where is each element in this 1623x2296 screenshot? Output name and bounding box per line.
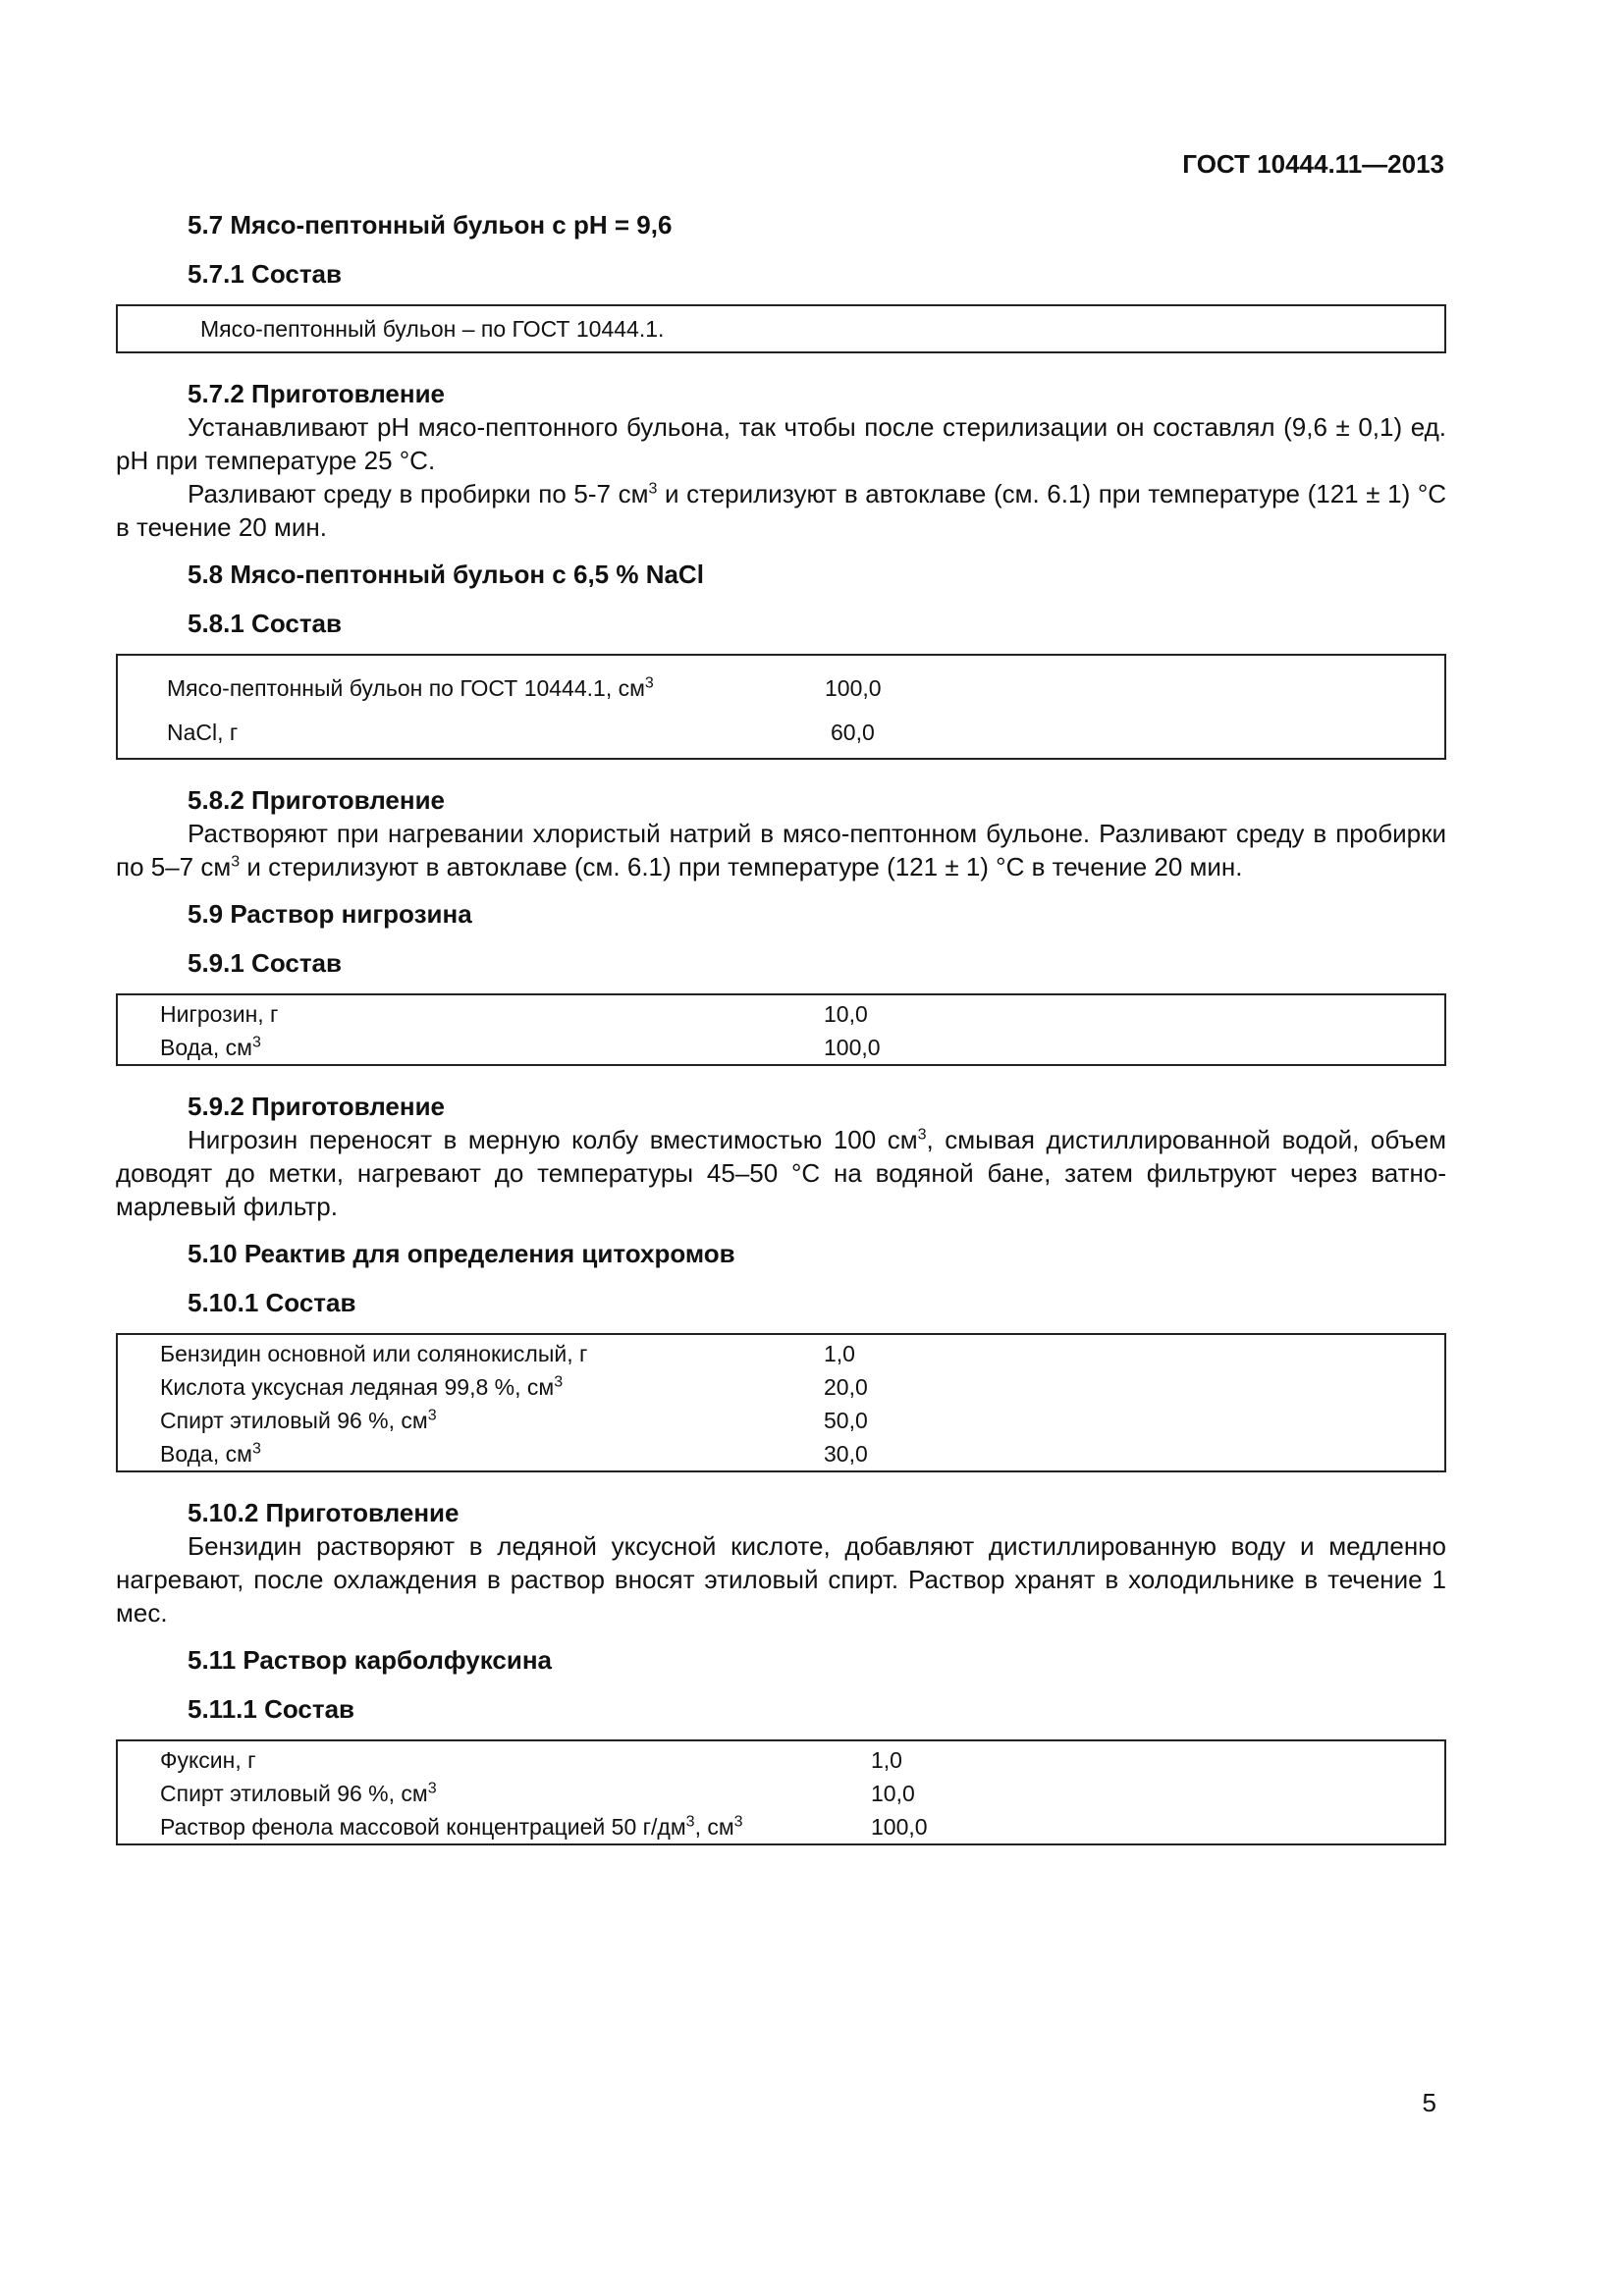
composition-row (118, 1337, 1444, 1370)
ingredient-value: 1,0 (824, 1340, 855, 1366)
ingredient-name: Кислота уксусная ледяная 99,8 %, $см^3$ (160, 1372, 564, 1400)
ingredient-value: 60,0 (831, 719, 875, 745)
ingredient-name: Спирт этиловый 96 %, $см^3$ (160, 1779, 437, 1806)
section-5-10-2-title: 5.10.2 Приготовление (188, 1498, 460, 1527)
composition-box-5-8 (116, 654, 1446, 760)
paragraph: Нигрозин переносят в мерную колбу вместимостью 100 $см^3$, смывая дистиллированной водой, объем доводят до метки, нагревают до температуры 45–50 °С на водяной бане, затем фильтруют через ватно-марлевый фильтр. (116, 1125, 1446, 1221)
section-5-7-2-title: 5.7.2 Приготовление (188, 379, 446, 408)
ingredient-name: Бензидин основной или солянокислый, г (160, 1340, 588, 1366)
ingredient-name: Вода, $см^3$ (160, 1033, 261, 1060)
ingredient-name: Фуксин, г (160, 1746, 256, 1773)
section-5-10-title: 5.10 Реактив для определения цитохромов (188, 1239, 735, 1268)
ingredient-value: 10,0 (824, 1000, 868, 1027)
ingredient-name: Нигрозин, г (160, 1000, 279, 1027)
composition-row (118, 1437, 1444, 1470)
paragraph: Растворяют при нагревании хлористый натрий в мясо-пептонном бульоне. Разливают среду в пробирки по 5–7 $см^3$ и стерилизуют в автоклаве (см. 6.1) при температуре (121 ± 1) °С в течение 20 мин. (116, 819, 1446, 881)
section-5-9-title: 5.9 Раствор нигрозина (188, 899, 472, 929)
composition-row (118, 713, 1444, 752)
section-5-11-title: 5.11 Раствор карболфуксина (188, 1645, 552, 1675)
composition-row (118, 664, 1444, 713)
ingredient-value: 100,0 (871, 1813, 928, 1840)
composition-row (118, 1777, 1444, 1810)
section-5-7-1-title: 5.7.1 Состав (188, 259, 343, 289)
ingredient-name: Мясо-пептонный бульон по ГОСТ 10444.1, $см^3$ (167, 673, 654, 701)
composition-box-5-7 (116, 304, 1446, 353)
composition-row (118, 1810, 1444, 1843)
section-5-9-2-title: 5.9.2 Приготовление (188, 1092, 446, 1121)
section-5-8-1-title: 5.8.1 Состав (188, 609, 343, 638)
composition-box-5-9 (116, 993, 1446, 1066)
composition-row (118, 997, 1444, 1031)
ingredient-name: NaCl, г (167, 719, 239, 745)
ingredient-value: 10,0 (871, 1780, 915, 1806)
section-5-9-1-title: 5.9.1 Состав (188, 948, 343, 978)
composition-box-5-11 (116, 1739, 1446, 1845)
composition-row (118, 1370, 1444, 1404)
ingredient-value: 20,0 (824, 1373, 868, 1400)
page-number: 5 (1422, 2088, 1436, 2117)
section-5-11-1-title: 5.11.1 Состав (188, 1694, 355, 1724)
composition-box-5-10 (116, 1333, 1446, 1472)
ingredient-value: 30,0 (824, 1440, 868, 1467)
composition-row (118, 1031, 1444, 1064)
document-header: ГОСТ 10444.11—2013 (1182, 149, 1444, 179)
composition-row (118, 1743, 1444, 1777)
ingredient-name: Вода, $см^3$ (160, 1439, 261, 1467)
composition-row (118, 1404, 1444, 1437)
ingredient-value: 100,0 (824, 1034, 881, 1060)
paragraph: Устанавливают pH мясо-пептонного бульона, так чтобы после стерилизации он составлял (9,6 ± 0,1) ед. pH при температуре 25 °С. (116, 412, 1446, 475)
ingredient-value: 1,0 (871, 1746, 902, 1773)
section-5-8-title: 5.8 Мясо-пептонный бульон с 6,5 % NaCl (188, 560, 704, 589)
section-5-7-title: 5.7 Мясо-пептонный бульон с pH = 9,6 (188, 210, 673, 240)
ingredient-value: 50,0 (824, 1407, 868, 1433)
section-5-10-1-title: 5.10.1 Состав (188, 1288, 356, 1317)
document-content (116, 208, 1446, 1869)
paragraph: Разливают среду в пробирки по 5-7 $см^3$ и стерилизуют в автоклаве (см. 6.1) при температуре (121 ± 1) °С в течение 20 мин. (116, 479, 1446, 542)
paragraph: Бензидин растворяют в ледяной уксусной кислоте, добавляют дистиллированную воду и медленно нагревают, после охлаждения в раствор вносят этиловый спирт. Раствор хранят в холодильнике в течение 1 мес. (116, 1531, 1446, 1628)
ingredient-name: Спирт этиловый 96 %, $см^3$ (160, 1406, 437, 1433)
section-5-8-2-title: 5.8.2 Приготовление (188, 785, 446, 815)
composition-text: Мясо-пептонный бульон – по ГОСТ 10444.1. (200, 316, 665, 342)
ingredient-name: Раствор фенола массовой концентрацией 50 $г/дм^3$, $см^3$ (160, 1812, 743, 1840)
ingredient-value: 100,0 (825, 674, 882, 701)
